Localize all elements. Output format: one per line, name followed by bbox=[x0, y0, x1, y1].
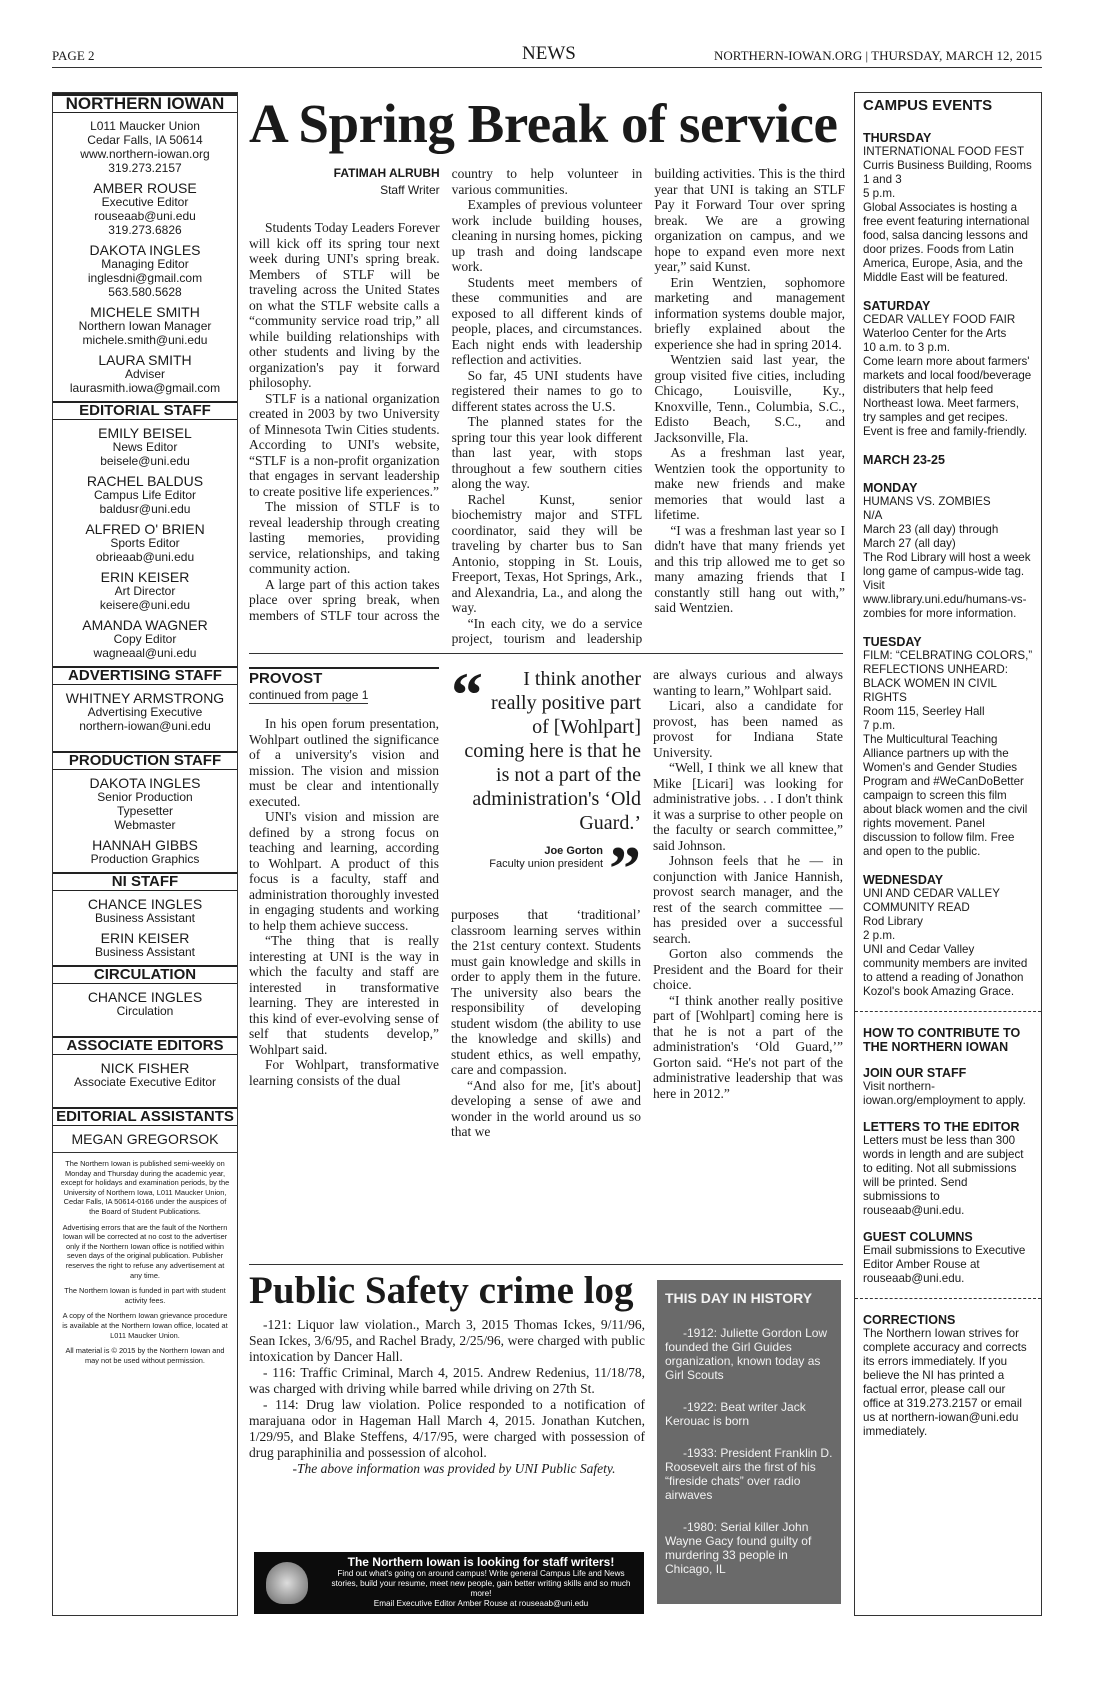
article-paragraph: are always curious and always wanting to learn,” Wohlpart said. bbox=[653, 667, 843, 698]
staff-entry bbox=[53, 1061, 237, 1089]
event-day: MONDAY bbox=[863, 481, 918, 495]
fine-print-paragraph: All material is © 2015 by the Northern Iowan and may not be used without permission. bbox=[65, 1346, 225, 1365]
this-day-in-history bbox=[657, 1280, 841, 1604]
staff-name: AMANDA WAGNER bbox=[82, 617, 208, 633]
staff-entry bbox=[53, 181, 237, 237]
fine-print-paragraph: Advertising errors that are the fault of the Northern Iowan will be corrected at no cost to the advertiser only if the Northern Iowan office is notified within seven days of the original publication. Publisher reserves the right to refuse any advertisement at any time. bbox=[62, 1222, 228, 1280]
staff-name: DAKOTA INGLES bbox=[89, 775, 201, 791]
divider bbox=[249, 1264, 843, 1265]
staff-detail: rouseaab@uni.edu bbox=[94, 209, 196, 223]
staff-detail: Managing Editor bbox=[101, 257, 189, 271]
staff-detail: inglesdni@gmail.com bbox=[87, 271, 203, 285]
staff-detail: 563.580.5628 bbox=[108, 285, 182, 299]
byline bbox=[249, 166, 440, 198]
staff-entry bbox=[53, 353, 237, 395]
event-detail: March 23 (all day) through March 27 (all day) bbox=[863, 523, 999, 550]
article-paragraph: Erin Wentzien, sophomore marketing and management information systems double major, briefly explained about the experience she had in spring 2014. bbox=[654, 274, 845, 352]
event-detail: 5 p.m. bbox=[863, 187, 896, 200]
staff-detail: DAKOTA INGLES bbox=[89, 242, 201, 258]
page-header bbox=[52, 43, 1042, 68]
staff-detail: 319.273.2157 bbox=[108, 161, 182, 175]
event-day: TUESDAY bbox=[863, 635, 922, 649]
event-day: MARCH 23-25 bbox=[863, 453, 945, 467]
corrections-body: The Northern Iowan strives for complete accuracy and corrects its errors immediately. If you believe the NI has printed a factual error, please call our office at 319.273.2157 or email us at northern-iowan@uni.edu immediately. bbox=[863, 1327, 1027, 1438]
event-detail: Global Associates is hosting a free event featuring international food, salsa dancing lessons and door prizes. Foods from Latin America, Europe, Asia, and the Middle East will be featured. bbox=[863, 201, 1030, 284]
contribute-body: Visit northern-iowan.org/employment to apply. bbox=[863, 1080, 1026, 1107]
article-paragraph: “I think another really positive part of [Wohlpart] coming here is that he is not a part of the administration's ‘Old Guard,’” Gorton said. “He's not part of the administrative leadership that was here in 2012.” bbox=[653, 992, 843, 1101]
staff-detail: Executive Editor bbox=[101, 195, 189, 209]
staff-entry bbox=[53, 691, 237, 733]
article-paragraph: purposes that ‘traditional’ classroom learning serves within the 21st century context. Students must gain knowledge and skills in order to apply them in the future. The university also bears the responsibility of developing student wisdom (the ability to use the knowledge and skills) and student ethics, as well empathy, care and compassion. bbox=[451, 907, 641, 1077]
lamp-icon bbox=[266, 1562, 308, 1604]
article-paragraph: “In each city, we do a service project, tourism and leadership building activities. This is the third year that UNI is taking an STLF Pay it Forward Tour over spring break. We are a growing organization on campus, and we hope to expand even more next year,” said Kunst. bbox=[451, 166, 845, 646]
staff-entry bbox=[53, 522, 237, 564]
pull-quote-text: I think another really positive part of [Wohlpart] coming here is that he is not a part of the administration's ‘Old Guard.’ bbox=[464, 668, 641, 834]
event-detail: Room 115, Seerley Hall bbox=[863, 705, 985, 718]
staff-detail: Advertising Executive bbox=[87, 705, 203, 719]
event-detail: 7 p.m. bbox=[863, 719, 896, 732]
staff-entry bbox=[53, 897, 237, 925]
staff-detail: 319.273.6826 bbox=[108, 223, 182, 237]
site-and-date: NORTHERN-IOWAN.ORG | THURSDAY, MARCH 12, 2015 bbox=[713, 48, 1042, 63]
article-paragraph: “And also for me, [it's about] developing a sense of awe and wonder in the world around us so that we bbox=[451, 1077, 641, 1139]
contribute-heading: LETTERS TO THE EDITOR bbox=[863, 1120, 1020, 1134]
provost-column-2 bbox=[451, 667, 641, 1140]
article-paragraph: “The thing that is really interesting at UNI is the way in which the faculty and staff are interested in transformative learning. They are interested in this kind of ever-evolving sense of self that students develop,” Wohlpart said. bbox=[249, 933, 439, 1057]
history-item: -1933: President Franklin D. Roosevelt airs the first of his “fireside chats” over radio airwaves bbox=[665, 1446, 833, 1502]
staff-entry bbox=[53, 931, 237, 959]
staff-detail: News Editor bbox=[112, 440, 178, 454]
crime-log-entry: -121: Liquor law violation., March 3, 2015 Thomas Ickes, 9/11/96, Sean Ickes, 3/6/95, and Rachel Brady, 2/25/96, were charged with public intoxication by Dancer Hall. bbox=[249, 1317, 645, 1364]
staff-name: RACHEL BALDUS bbox=[86, 473, 204, 489]
staff-entry bbox=[53, 426, 237, 468]
staff-detail: Typesetter bbox=[116, 804, 174, 818]
article-paragraph: A large part of this action takes place over spring break, when members of STLF tour across the country to help volunteer in various communities. bbox=[249, 166, 643, 623]
staff-detail: Northern Iowan Manager bbox=[78, 319, 212, 333]
article-paragraph: For Wohlpart, transformative learning consists of the dual bbox=[249, 1057, 439, 1088]
open-quote-icon: “ bbox=[451, 667, 483, 730]
spacer bbox=[53, 733, 237, 745]
staff-name: EMILY BEISEL bbox=[98, 425, 192, 441]
event-title: FILM: “CELBRATING COLORS,” REFLECTIONS UNHEARD: BLACK WOMEN IN CIVIL RIGHTS bbox=[863, 649, 1033, 704]
staff-detail: Sports Editor bbox=[110, 536, 180, 550]
staff-detail: laurasmith.iowa@gmail.com bbox=[69, 381, 221, 395]
dashed-divider bbox=[855, 1011, 1041, 1012]
section-name: NEWS bbox=[522, 43, 576, 64]
contribute-heading: JOIN OUR STAFF bbox=[863, 1066, 967, 1080]
staff-detail: wagneaal@uni.edu bbox=[93, 646, 197, 660]
provost-kicker bbox=[249, 667, 439, 716]
spacer bbox=[53, 1089, 237, 1101]
event-detail: 10 a.m. to 3 p.m. bbox=[863, 341, 950, 354]
contribute-title: HOW TO CONTRIBUTE TO THE NORTHERN IOWAN bbox=[863, 1026, 1021, 1054]
pull-quote bbox=[451, 667, 641, 897]
staff-section-title: EDITORIAL ASSISTANTS bbox=[53, 1107, 237, 1126]
staff-detail: Business Assistant bbox=[94, 945, 196, 959]
article-paragraph: “Well, I think we all knew that Mike [Licari] was looking for administrative jobs. . . I don't think it was a surprise to other people on the faculty or search committee,” said Johnson. bbox=[653, 760, 843, 853]
staff-name: WHITNEY ARMSTRONG bbox=[65, 690, 225, 706]
staff-detail: Art Director bbox=[114, 584, 176, 598]
quote-name: Joe Gorton bbox=[544, 845, 603, 857]
staff-detail: Associate Executive Editor bbox=[73, 1075, 217, 1089]
article-paragraph: So far, 45 UNI students have registered their names to go to different states across the U.S. bbox=[451, 367, 643, 414]
staff-name: NICK FISHER bbox=[100, 1060, 190, 1076]
staff-entry bbox=[53, 776, 237, 832]
event-detail: Come learn more about farmers' markets and local food/beverage distributers that help feed Northeast Iowa. Meet farmers, try samples and get recipes. Event is free and family-friendly. bbox=[863, 355, 1032, 438]
fine-print-paragraph: The Northern Iowan is published semi-weekly on Monday and Thursday during the academic year, except for holidays and examination periods, by the University of Northern Iowa, L011 Maucker Union, Cedar Falls, IA 50614-0166 under the auspices of the Board of Student Publications. bbox=[60, 1159, 230, 1216]
article-paragraph: UNI's vision and mission are defined by a strong focus on teaching and learning, according to Wohlpart. A product of this focus is a faculty, staff and administration thoroughly invested in engaging students and working to help them achieve success. bbox=[249, 809, 439, 933]
event-day: SATURDAY bbox=[863, 299, 931, 313]
staff-name: ERIN KEISER bbox=[100, 930, 190, 946]
article-paragraph: Rachel Kunst, senior biochemistry major and STFL coordinator, said they will be traveling by charter bus to San Antonio, stopping in St. Louis, Freeport, Texas, Hot Springs, Ark., and Alexandria, La., and along the way. bbox=[451, 491, 643, 615]
staff-detail: beisele@uni.edu bbox=[100, 454, 190, 468]
staff-writers-ad bbox=[254, 1552, 644, 1614]
staff-entry bbox=[53, 838, 237, 866]
crime-log-entry: - 116: Traffic Criminal, March 4, 2015. Andrew Redenius, 11/18/78, was charged with driving while barred while driving on 27th St. bbox=[249, 1365, 645, 1396]
provost-column-3 bbox=[653, 667, 843, 1101]
article-paragraph: Students meet members of these communities and are exposed to all different kinds of people, places, and circumstances. Each night ends with leadership reflection and activities. bbox=[451, 274, 643, 367]
kicker-label: PROVOST bbox=[249, 670, 323, 687]
history-item: -1980: Serial killer John Wayne Gacy found guilty of murdering 33 people in Chicago, IL bbox=[665, 1520, 812, 1576]
jump-line: continued from page 1 bbox=[249, 688, 368, 705]
staff-entry bbox=[53, 618, 237, 660]
staff-detail: Webmaster bbox=[114, 818, 176, 832]
staff-detail: AMBER ROUSE bbox=[93, 180, 197, 196]
event-detail: The Rod Library will host a week long game of campus-wide tag. Visit www.library.uni.edu/humans-vs-zombies for more information. bbox=[863, 551, 1031, 620]
staff-name: CHANCE INGLES bbox=[87, 989, 203, 1005]
staff-entry bbox=[53, 305, 237, 347]
dashed-divider bbox=[855, 1298, 1041, 1299]
event-detail: UNI and Cedar Valley community members are invited to attend a reading of Jonathon Kozol's book Amazing Grace. bbox=[863, 943, 1028, 998]
staff-section-title: ASSOCIATE EDITORS bbox=[53, 1036, 237, 1055]
article-paragraph: The planned states for the spring tour this year look different than last year, with stops throughout a few southern cities along the way. bbox=[451, 414, 643, 491]
staff-entry bbox=[53, 1132, 237, 1146]
event-title: CEDAR VALLEY FOOD FAIR bbox=[863, 313, 1016, 326]
staff-detail: Senior Production bbox=[97, 790, 193, 804]
quote-role: Faculty union president bbox=[489, 858, 603, 870]
history-item: -1912: Juliette Gordon Low founded the Girl Guides organization, known today as Girl Scouts bbox=[665, 1326, 828, 1382]
staff-detail: baldusr@uni.edu bbox=[99, 502, 191, 516]
staff-entry bbox=[53, 243, 237, 299]
staff-detail: northern-iowan@uni.edu bbox=[79, 719, 211, 733]
staff-entry bbox=[53, 474, 237, 516]
contribute-heading: GUEST COLUMNS bbox=[863, 1230, 973, 1244]
event-title: HUMANS VS. ZOMBIES bbox=[863, 495, 991, 508]
article-headline: A Spring Break of service bbox=[249, 93, 838, 154]
article-paragraph: Examples of previous volunteer work include building houses, cleaning in nursing homes, picking up trash and doing landscape work. bbox=[451, 197, 643, 274]
contribute-body: Letters must be less than 300 words in length and are subject to editing. Not all submissions will be printed. Send submissions to rouseaab@uni.edu. bbox=[863, 1134, 1024, 1217]
article-paragraph: Johnson feels that he — in conjunction with Janice Hannish, provost search manager, and the rest of the search committee — has presided over a successful search. bbox=[653, 853, 843, 946]
staff-name: HANNAH GIBBS bbox=[92, 837, 198, 853]
staff-name: MEGAN GREGORSOK bbox=[71, 1131, 219, 1147]
staff-entry bbox=[53, 119, 237, 175]
ad-body: Find out what's going on around campus! Write general Campus Life and News stories, build your resume, meet new people, gain better writing skills and so much more! bbox=[331, 1569, 631, 1598]
staff-detail: www.northern-iowan.org bbox=[80, 147, 210, 161]
staff-detail: obrieaab@uni.edu bbox=[95, 550, 195, 564]
article-paragraph: In his open forum presentation, Wohlpart outlined the significance of a university's vision and mission. The vision and mission must be clear and intentionally executed. bbox=[249, 716, 439, 809]
campus-events bbox=[854, 92, 1042, 1616]
article-paragraph: Students Today Leaders Forever will kick off its spring tour next week during UNI's spring break. Members of STLF will be traveling across the United States on what the STLF website calls a “community service road trip,” all while building relationships with other students and living by the organization's pay it forward philosophy. bbox=[249, 220, 440, 390]
page-number: PAGE 2 bbox=[52, 48, 95, 63]
history-item: -1922: Beat writer Jack Kerouac is born bbox=[665, 1400, 806, 1428]
crime-log-headline: Public Safety crime log bbox=[249, 1269, 634, 1312]
staff-detail: Business Assistant bbox=[94, 911, 196, 925]
article-paragraph: “I was a freshman last year so I didn't have that many friends yet and this trip allowed me to get so many amazing friends that I constantly still hang out with,” said Wentzien. bbox=[654, 522, 845, 615]
staff-detail: Copy Editor bbox=[113, 632, 177, 646]
corrections-title: CORRECTIONS bbox=[863, 1313, 956, 1327]
event-day: WEDNESDAY bbox=[863, 873, 944, 887]
staff-box bbox=[52, 92, 238, 1616]
staff-detail: Campus Life Editor bbox=[93, 488, 197, 502]
staff-detail: L011 Maucker Union bbox=[90, 119, 200, 133]
event-detail: Waterloo Center for the Arts bbox=[863, 327, 1007, 340]
article-paragraph: Licari, also a candidate for provost, has been named as provost for Indiana State University. bbox=[653, 698, 843, 760]
staff-name: CHANCE INGLES bbox=[87, 896, 203, 912]
staff-entry bbox=[53, 570, 237, 612]
article-paragraph: The mission of STLF is to reveal leadership through creating lasting memories, providing service, relationships, and taking community action. bbox=[249, 499, 440, 576]
staff-section-title: NI STAFF bbox=[53, 872, 237, 891]
ad-title: The Northern Iowan is looking for staff writers! bbox=[347, 1555, 615, 1569]
close-quote-icon: ” bbox=[609, 841, 641, 897]
event-title: UNI AND CEDAR VALLEY COMMUNITY READ bbox=[863, 887, 1000, 914]
staff-detail: Adviser bbox=[124, 367, 165, 381]
staff-detail: keisere@uni.edu bbox=[99, 598, 191, 612]
staff-section-title: ADVERTISING STAFF bbox=[53, 666, 237, 685]
ad-cta: Email Executive Editor Amber Rouse at rouseaab@uni.edu bbox=[373, 1599, 589, 1608]
article-paragraph: Gorton also commends the President and the Board for their choice. bbox=[653, 946, 843, 992]
staff-section-title: EDITORIAL STAFF bbox=[53, 401, 237, 420]
staff-name: ERIN KEISER bbox=[100, 569, 190, 585]
event-day: THURSDAY bbox=[863, 131, 932, 145]
fine-print-paragraph: The Northern Iowan is funded in part with student activity fees. bbox=[64, 1286, 226, 1305]
spring-break-article bbox=[249, 166, 845, 647]
author-name: FATIMAH ALRUBH bbox=[333, 166, 440, 180]
events-title: CAMPUS EVENTS bbox=[863, 97, 993, 114]
staff-detail: Circulation bbox=[116, 1004, 174, 1018]
staff-section-title: NORTHERN IOWAN bbox=[53, 93, 237, 113]
contribute-body: Email submissions to Executive Editor Amber Rouse at rouseaab@uni.edu. bbox=[863, 1244, 1026, 1285]
article-paragraph: STLF is a national organization created in 2003 by two University of Minnesota Twin Cities students. According to UNI's website, “STLF is a non-profit organization that engages in servant leadership to create positive life experiences.” bbox=[249, 390, 440, 499]
article-paragraph: As a freshman last year, Wentzien took the opportunity to make new friends and make memories that would last a lifetime. bbox=[654, 445, 845, 522]
history-title: THIS DAY IN HISTORY bbox=[665, 1290, 813, 1306]
divider bbox=[249, 653, 843, 654]
staff-detail: MICHELE SMITH bbox=[90, 304, 200, 320]
staff-section-title: PRODUCTION STAFF bbox=[53, 751, 237, 770]
crime-log-entry: - 114: Drug law violation. Police responded to a notification of marajuana odor in Hageman Hall March 4, 2015. Jonathan Kutchen, 1/29/95, and Blake Steffens, 4/17/95, were charged with possession of drug paraphinilia and possession of alcohol. bbox=[249, 1397, 645, 1460]
event-detail: Curris Business Building, Rooms 1 and 3 bbox=[863, 159, 1032, 186]
staff-detail: Cedar Falls, IA 50614 bbox=[87, 133, 203, 147]
staff-name: ALFRED O' BRIEN bbox=[85, 521, 205, 537]
crime-log-note: -The above information was provided by UNI Public Safety. bbox=[292, 1461, 616, 1476]
fine-print-paragraph: A copy of the Northern Iowan grievance procedure is available at the Northern Iowan office, located at L011 Maucker Union. bbox=[62, 1311, 228, 1340]
article-paragraph: Wentzien said last year, the group visited five cities, including Chicago, Louisville, Ky., Knoxville, Tenn., Columbia, S.C., Edisto Beach, S.C., and Jacksonville, Fla. bbox=[654, 352, 845, 445]
event-detail: Rod Library bbox=[863, 915, 923, 928]
author-role: Staff Writer bbox=[380, 182, 440, 197]
event-detail: The Multicultural Teaching Alliance partners up with the Women's and Gender Studies Program and #WeCanDoBetter campaign to screen this film about black women and the civil rights movement. Panel discussion to follow film. Free and open to the public. bbox=[863, 733, 1028, 858]
pull-quote-footer bbox=[451, 841, 641, 897]
staff-section-title: CIRCULATION bbox=[53, 965, 237, 984]
provost-column-1 bbox=[249, 667, 439, 1088]
event-detail: 2 p.m. bbox=[863, 929, 896, 942]
staff-detail: Production Graphics bbox=[90, 852, 200, 866]
crime-log bbox=[249, 1317, 645, 1477]
event-title: INTERNATIONAL FOOD FEST bbox=[863, 145, 1025, 158]
staff-entry bbox=[53, 990, 237, 1018]
staff-detail: LAURA SMITH bbox=[98, 352, 192, 368]
staff-detail: michele.smith@uni.edu bbox=[82, 333, 208, 347]
event-detail: N/A bbox=[863, 509, 883, 522]
publication-fine-print bbox=[53, 1152, 237, 1365]
spacer bbox=[53, 1018, 237, 1030]
